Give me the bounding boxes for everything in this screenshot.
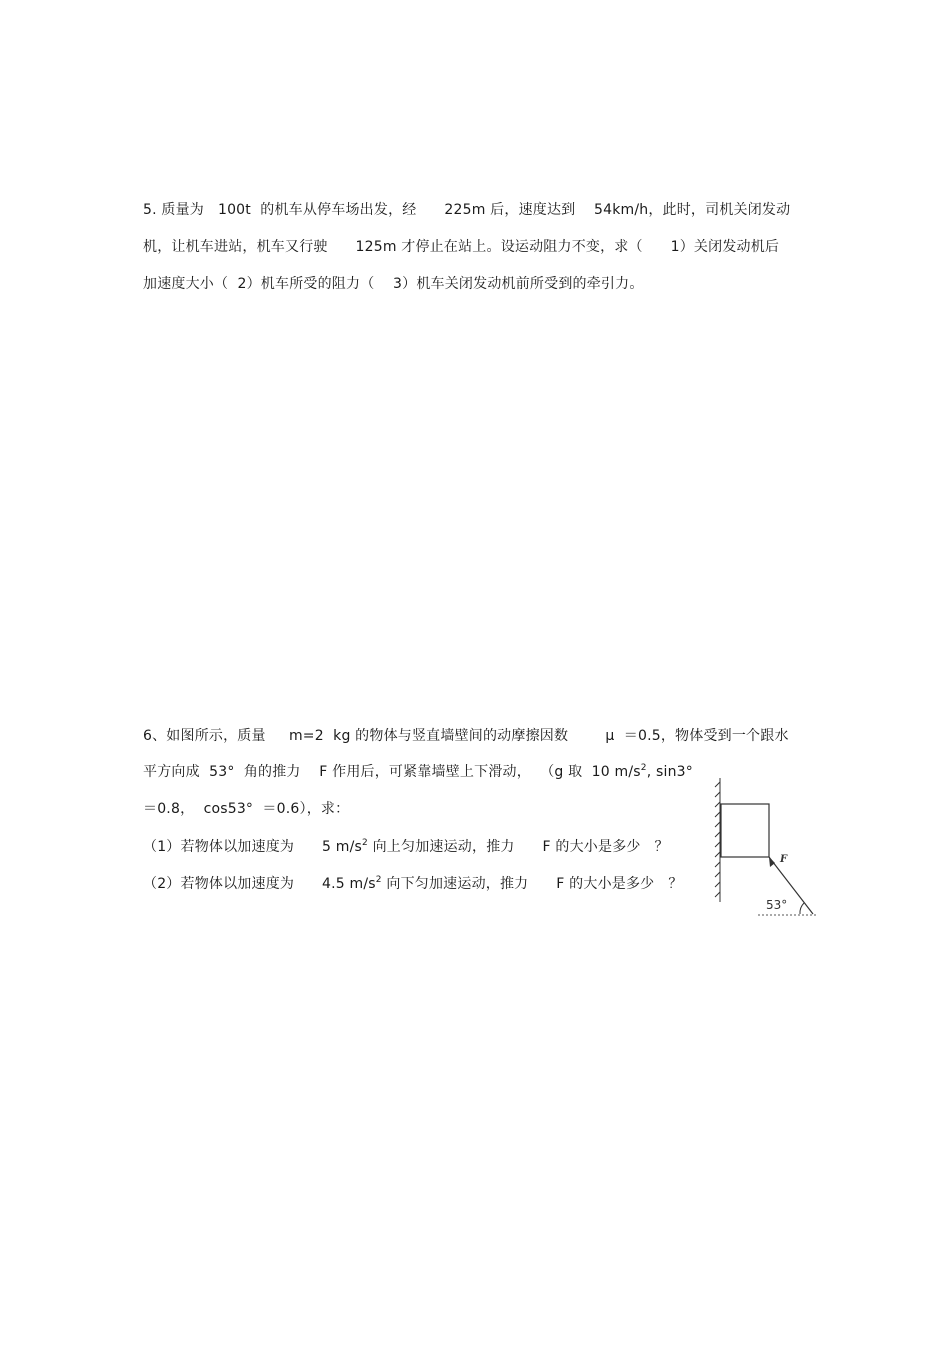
- wall-block-diagram: [712, 772, 822, 920]
- wall-hatching: [715, 778, 720, 902]
- superscript: 2: [362, 838, 368, 848]
- block: [721, 804, 769, 857]
- problem6-line1: 6、如图所示，质量 m=2 kg 的物体与竖直墙壁间的动摩擦因数 μ ＝0.5，物体受到一个跟水: [143, 728, 789, 744]
- superscript: 2: [640, 763, 647, 773]
- angle-label: 53°: [766, 898, 788, 912]
- angle-arc: [800, 903, 804, 914]
- problem5-line1: 5. 质量为 100t 的机车从停车场出发，经 225m 后，速度达到 54km/h，此时，司机关闭发动: [143, 202, 791, 218]
- superscript: 2: [375, 875, 382, 885]
- problem6-line2-text: 平方向成 53° 角的推力 F 作用后，可紧靠墙壁上下滑动， （g 取 10 m/s: [143, 764, 641, 780]
- problem6-line3: ＝0.8， cos53° ＝0.6），求：: [143, 801, 350, 817]
- question2-tail: 向下匀加速运动，推力 F 的大小是多少 ？: [381, 876, 683, 892]
- question2-text: （2）若物体以加速度为 4.5 m/s: [143, 876, 376, 892]
- problem6-line2-tail: , sin3°: [646, 764, 693, 780]
- problem5-line3: 加速度大小（ 2）机车所受的阻力（ 3）机车关闭发动机前所受到的牵引力。: [143, 276, 644, 292]
- question1-tail: 向上匀加速运动，推力 F 的大小是多少 ？: [367, 839, 669, 855]
- force-label: F: [780, 854, 788, 865]
- problem6-line2: [143, 763, 693, 781]
- force-arrowhead: [769, 857, 775, 867]
- problem5-line2: 机，让机车进站，机车又行驶 125m 才停止在站上。设运动阻力不变，求（ 1）关闭发动机后: [143, 239, 780, 255]
- problem6-question2: [143, 875, 683, 893]
- problem6-question1: [143, 838, 669, 856]
- question1-text: （1）若物体以加速度为 5 m/s: [143, 839, 363, 855]
